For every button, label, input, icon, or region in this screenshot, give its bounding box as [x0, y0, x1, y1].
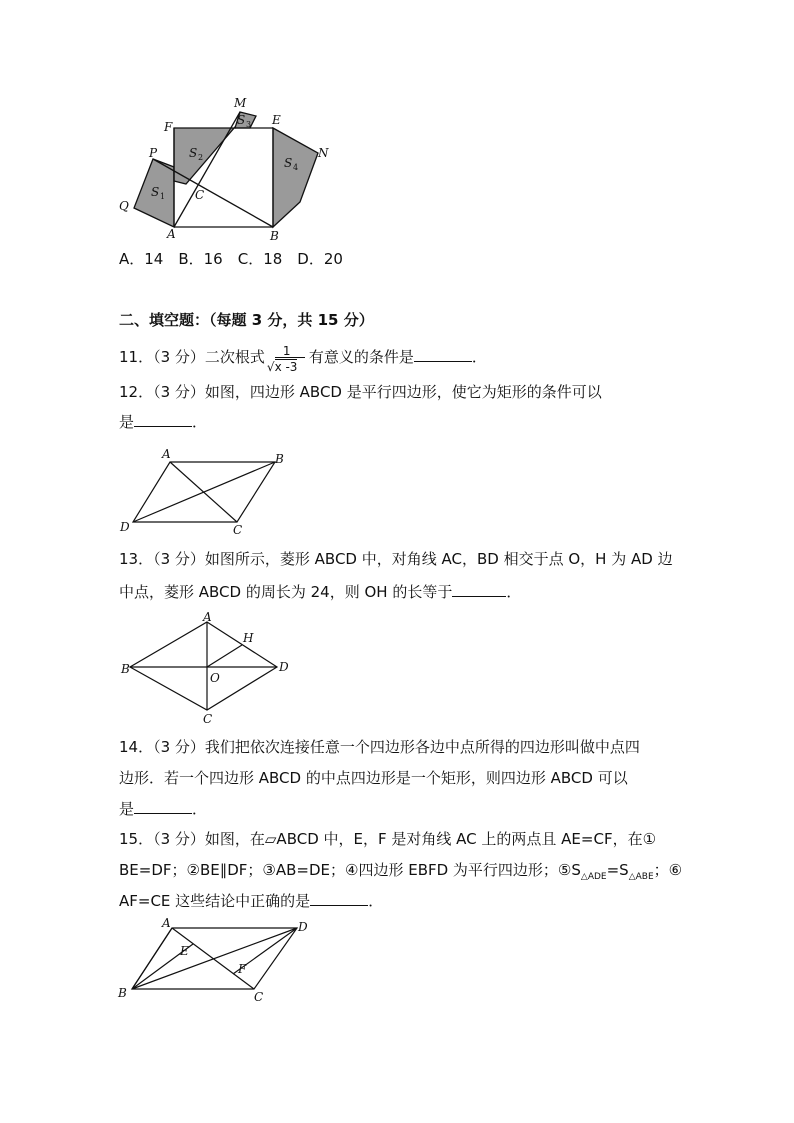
q11-fraction: $\frac{1}{√x -3}$ — [265, 348, 309, 368]
q13-label-B: B — [121, 662, 130, 676]
q11-answer-blank[interactable] — [414, 347, 472, 362]
label-E: E — [272, 113, 281, 127]
q11-prefix: 11．（3 分）二次根式 — [119, 348, 265, 366]
q10-options: A．14 B．16 C．18 D．20 — [119, 250, 343, 268]
q15-label-E: E — [180, 944, 189, 958]
svg-text:2: 2 — [198, 153, 204, 162]
q15-line3: AF=CE 这些结论中正确的是 ． — [119, 892, 384, 910]
q12-label-D: D — [120, 520, 130, 534]
q13-line1: 13．（3 分）如图所示，菱形 ABCD 中，对角线 AC，BD 相交于点 O，H 为 AD 边 — [119, 550, 673, 568]
label-M: M — [234, 96, 247, 110]
q12-label-A: A — [162, 447, 171, 461]
q10-figure — [110, 95, 340, 245]
q13-figure — [115, 610, 295, 730]
label-F: F — [164, 120, 173, 134]
square-s4 — [273, 128, 318, 227]
label-C: C — [195, 188, 205, 202]
q14-line2: 边形．若一个四边形 ABCD 的中点四边形是一个矩形，则四边形 ABCD 可以 — [119, 769, 628, 787]
q11: 11．（3 分）二次根式 $\frac{1}{√x -3}$ 有意义的条件是 ． — [119, 343, 487, 374]
q13-label-O: O — [210, 671, 220, 685]
q15-label-C: C — [254, 990, 264, 1004]
section-2-heading: 二、填空题：（每题 3 分，共 15 分） — [119, 311, 374, 329]
q13-answer-blank[interactable] — [452, 582, 506, 597]
q11-suffix: 有意义的条件是 — [308, 348, 414, 366]
label-N: N — [318, 146, 329, 160]
label-S3: S — [237, 113, 246, 127]
svg-text:3: 3 — [246, 120, 252, 129]
q15-figure — [112, 915, 322, 1010]
q12-line2: 是 ． — [119, 413, 208, 431]
q12-answer-blank[interactable] — [134, 412, 192, 427]
q13-line2: 中点，菱形 ABCD 的周长为 24，则 OH 的长等于 ． — [119, 583, 522, 601]
svg-text:4: 4 — [293, 163, 299, 172]
q13-label-C: C — [203, 712, 213, 726]
q15-line2: BE=DF；②BE∥DF；③AB=DE；④四边形 EBFD 为平行四边形；$⑤S_{\triangle ADE}=S_{\triangle ABE}$；⑥ — [119, 861, 683, 882]
label-B: B — [270, 229, 279, 243]
q14-line1: 14．（3 分）我们把依次连接任意一个四边形各边中点所得的四边形叫做中点四 — [119, 738, 640, 756]
q14-answer-blank[interactable] — [134, 799, 192, 814]
q12-label-C: C — [233, 523, 243, 535]
label-Q: Q — [119, 199, 129, 213]
label-S4: S — [284, 156, 293, 170]
label-S1: S — [151, 185, 160, 199]
q13-label-A: A — [203, 610, 212, 624]
q12-line1: 12．（3 分）如图，四边形 ABCD 是平行四边形，使它为矩形的条件可以 — [119, 383, 602, 401]
q15-label-F: F — [238, 962, 247, 976]
q15-answer-blank[interactable] — [310, 891, 368, 906]
q15-line1: 15．（3 分）如图，在▱ABCD 中，E，F 是对角线 AC 上的两点且 AE=CF，在① — [119, 830, 657, 848]
label-P: P — [149, 146, 158, 160]
q13-label-H: H — [243, 631, 254, 645]
q15-label-D: D — [298, 920, 308, 934]
q15-label-B: B — [118, 986, 127, 1000]
label-A: A — [167, 227, 176, 241]
q14-line3: 是 ． — [119, 800, 208, 818]
svg-text:1: 1 — [160, 192, 166, 201]
q15-label-A: A — [162, 916, 171, 930]
q12-label-B: B — [275, 452, 284, 466]
q13-label-D: D — [279, 660, 289, 674]
label-S2: S — [189, 146, 198, 160]
q12-figure — [115, 445, 295, 535]
